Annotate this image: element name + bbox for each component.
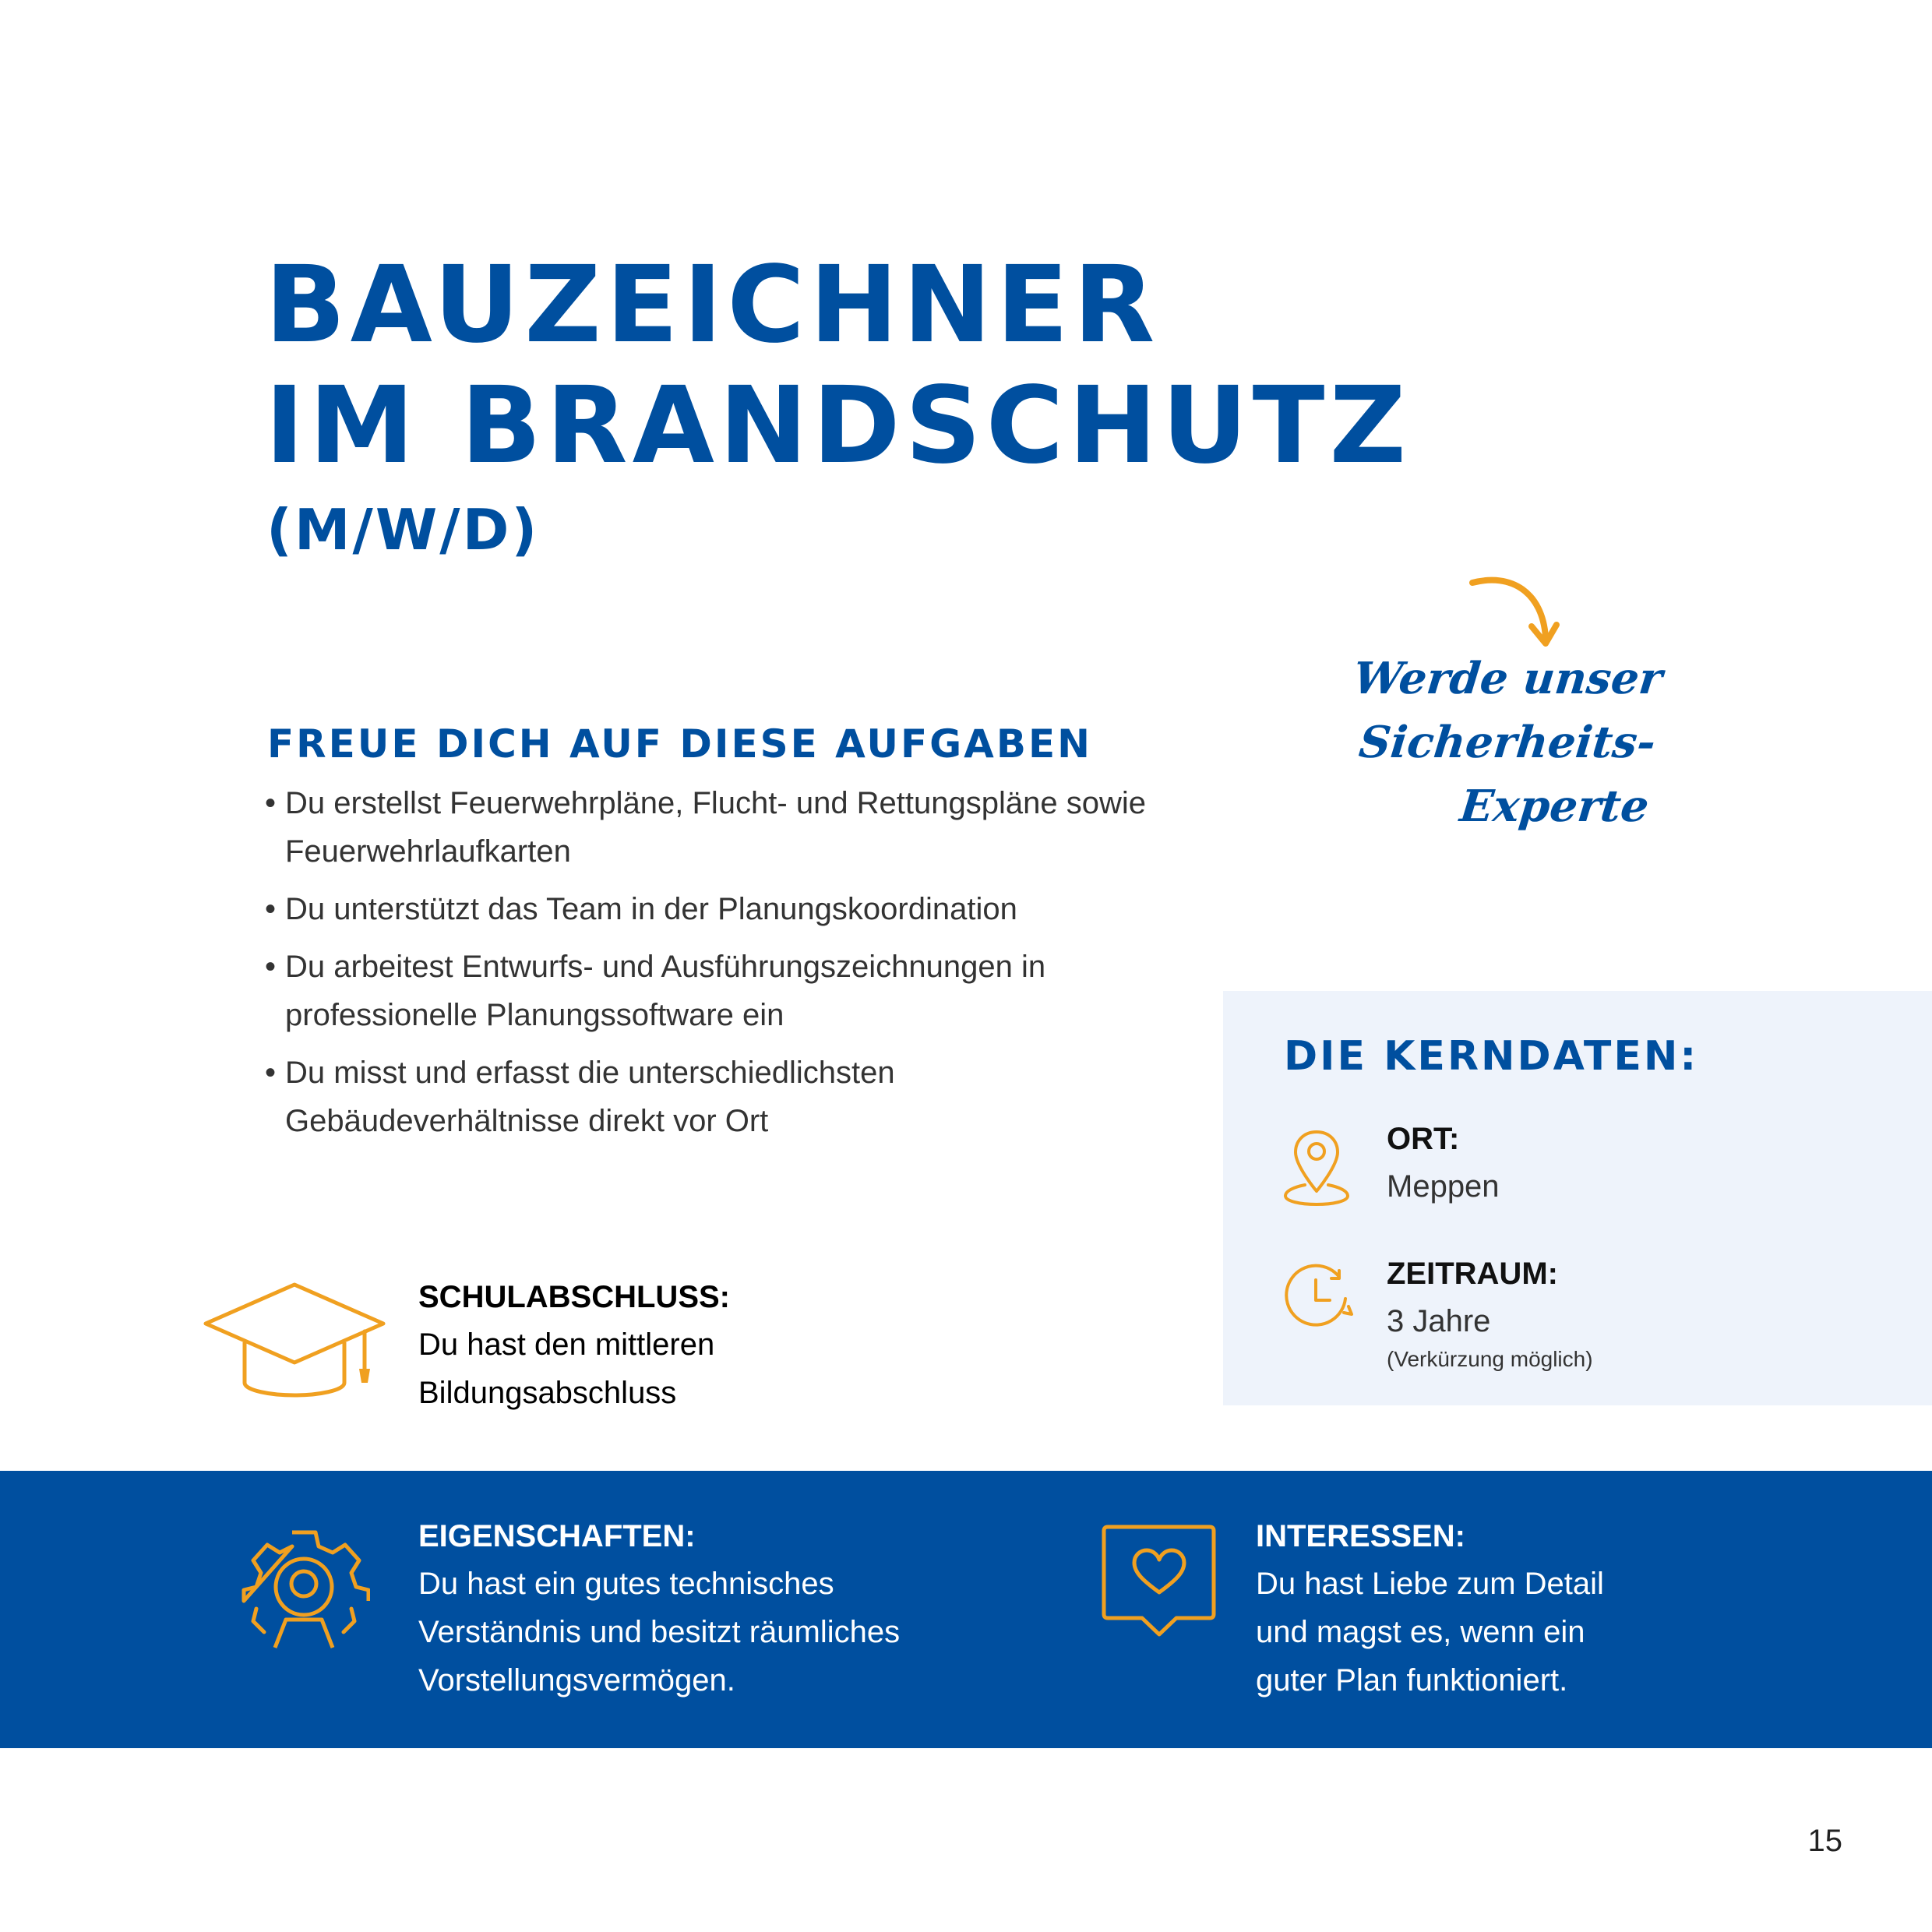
schulabschluss-block [418,1274,730,1417]
map-pin-icon [1282,1126,1352,1208]
curved-arrow-icon [1465,569,1566,654]
ort-block [1387,1116,1500,1211]
schulabschluss-line-1: Du hast den mittleren [418,1327,715,1362]
slogan [1337,647,1666,838]
interessen-label: INTERESSEN: [1256,1519,1465,1553]
tasks-list [265,779,1153,1155]
schulabschluss-line-2: Bildungsabschluss [418,1376,677,1410]
title-suffix: (M/W/D) [266,497,540,562]
interessen-line-3: guter Plan funktioniert. [1256,1663,1568,1698]
slogan-line-2: Sicherheits- [1356,717,1659,768]
tasks-heading: FREUE DICH AUF DIESE AUFGABEN [267,721,1092,767]
kerndaten-heading: DIE KERNDATEN: [1284,1033,1699,1080]
heart-speech-icon [1098,1521,1219,1653]
gear-person-icon [238,1523,370,1655]
interessen-line-1: Du hast Liebe zum Detail [1256,1567,1604,1601]
task-item: • Du misst und erfasst die unterschiedlichsten Gebäudeverhältnisse direkt vor Ort [265,1049,1153,1145]
interessen-line-2: und magst es, wenn ein [1256,1615,1585,1649]
ort-label: ORT: [1387,1122,1460,1156]
title-line-2: IM BRANDSCHUTZ [265,365,1412,488]
graduation-cap-icon [201,1282,388,1398]
schulabschluss-label: SCHULABSCHLUSS: [418,1280,730,1314]
eigenschaften-line-2: Verständnis und besitzt räumliches [418,1615,901,1649]
page-title [265,245,1411,487]
task-item: • Du arbeitest Entwurfs- und Ausführungszeichnungen in professionelle Planungssoftware ein [265,943,1153,1039]
clock-icon [1282,1258,1359,1336]
title-line-1: BAUZEICHNER [265,244,1160,367]
zeitraum-block [1387,1250,1593,1373]
eigenschaften-line-3: Vorstellungsvermögen. [418,1663,735,1698]
eigenschaften-block [418,1513,900,1705]
page-number: 15 [1807,1824,1842,1858]
interessen-block [1256,1513,1604,1705]
zeitraum-note: (Verkürzung möglich) [1387,1347,1593,1371]
slogan-line-1: Werde unser [1351,653,1666,704]
zeitraum-label: ZEITRAUM: [1387,1257,1558,1291]
task-item: • Du erstellst Feuerwehrpläne, Flucht- und Rettungspläne sowie Feuerwehrlaufkarten [265,779,1153,876]
eigenschaften-line-1: Du hast ein gutes technisches [418,1567,834,1601]
slogan-line-3: Experte [1458,781,1652,832]
task-item: • Du unterstützt das Team in der Planungskoordination [265,885,1153,933]
eigenschaften-label: EIGENSCHAFTEN: [418,1519,696,1553]
zeitraum-value: 3 Jahre [1387,1304,1491,1338]
ort-value: Meppen [1387,1169,1500,1204]
